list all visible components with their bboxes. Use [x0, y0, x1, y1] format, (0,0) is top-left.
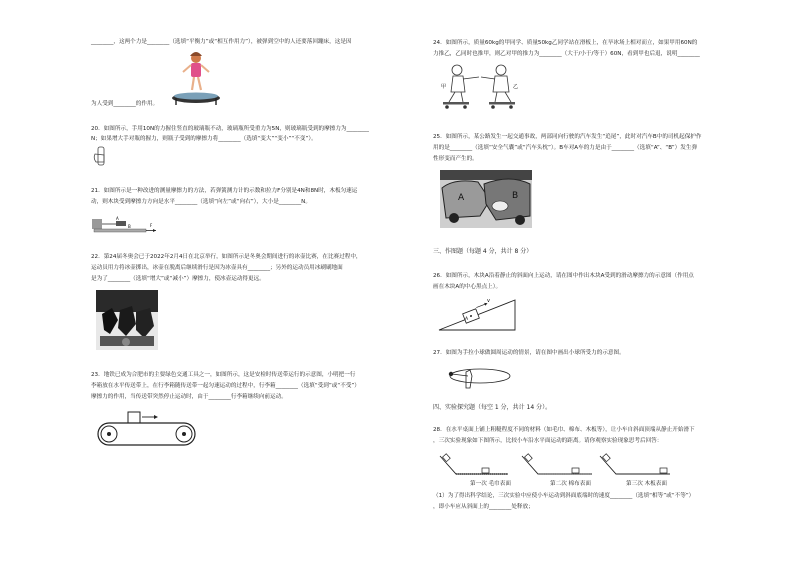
label-jia: 甲: [441, 84, 447, 90]
curling-photo: [96, 290, 158, 350]
q22-line3: 是为了________（选填“增大”或“减小”）摩擦力，使冰壶运动得更远。: [91, 276, 265, 282]
q28-line3: （1）为了得出科学结论，三次实验中应使小车运动到斜面底端时的速度________（选填“相等”或“不等”）: [433, 493, 695, 499]
label-v: v: [487, 298, 490, 304]
section-4-heading: 四、实验探究题（每空 1 分，共计 14 分）。: [433, 404, 552, 411]
q26-line1: 26．如图所示，木块A沿着静止的斜面向上运动，请在图中作出木块A受到的滑动摩擦力的示意图（作用点: [433, 273, 694, 279]
label-yi: 乙: [513, 84, 519, 90]
trampoline-figure: [168, 50, 228, 106]
section-3-heading: 三、作图题（每题 4 分，共计 8 分）: [433, 248, 533, 255]
q22-line2: 运动员用力将冰壶掷出，冰壶在脱离后继续滑行是因为冰壶具有________；另外的运动员用冰刷刷地面: [91, 265, 343, 271]
q24-line1: 24．如图所示，质量60kg的甲同学、质量50kg乙同学站在滑板上，在旱冰场上相对而立，如果甲用60N的: [433, 40, 698, 46]
q28-line2: ，三次实验现象如下图所示，比较小车沿水平面运动的距离。请你观察实验现象思考后回答：: [433, 438, 663, 444]
label-a: A: [116, 216, 119, 221]
q20-line1: 20．如图所示，手用10N的力握住竖直的玻璃瓶不动，玻璃瓶所受重力为5N，则玻璃瓶受到的摩擦力为________: [91, 126, 369, 132]
ramp-caption-1: 第一次 毛巾表面: [470, 481, 511, 487]
q23-line1: 23．地铁已成为合肥市的主要绿色交通工具之一，如图所示，这是安检时传送带运行的示意图，小明把一行: [91, 372, 356, 378]
q22-line1: 22．第24届冬奥会已于2022年2月4日在北京举行，如图所示是冬奥会期间进行的冰壶比赛，在比赛过程中，: [91, 254, 362, 260]
q25-line2: 用的是________（选填“安全气囊”或“汽车头枕”）。B车对A车的力是由于________（选填“A”、“B”）发生弹: [433, 145, 698, 151]
q28-line4: ，即小车应从斜面上的________处释放；: [433, 504, 534, 510]
q19-text-line2: 为人受到________的作用。: [91, 101, 159, 107]
label-b: B: [128, 224, 131, 229]
q27-line1: 27．如图为手拉小球做圆周运动的情景，请在图中画出小球所受力的示意图。: [433, 350, 625, 356]
q25-line1: 25．如图所示，某公路发生一起交通事故，两部同向行驶的汽车发生“追尾”，此时对汽车B中的司机起保护作: [433, 134, 702, 140]
q19-text-line1: ________，这两个力是________（选填“平衡力”或“相互作用力”），被弹到空中的人还要落回蹦床，这是因: [91, 39, 352, 45]
label-car-b: B: [512, 191, 519, 201]
car-accident-photo: [440, 170, 532, 228]
skaters-figure: [437, 62, 523, 110]
q25-line3: 性形变而产生的。: [433, 156, 478, 162]
q21-line1: 21．如图所示是一种改进的测量摩擦力的方法，若弹簧测力计的示数和拉力F分别是4N和8N时，木板匀速运: [91, 188, 358, 194]
ramp-caption-2: 第二次 棉布表面: [550, 481, 591, 487]
ramps-figure: [438, 450, 670, 480]
q21-line2: 动，则木块受到摩擦力方向是水平________（选填“向左”或“向右”），大小是________N。: [91, 199, 311, 205]
q23-line2: 李箱放在水平传送带上，在行李箱随传送带一起匀速运动的过程中，行李箱________（选填“受到”或“不受”）: [91, 383, 360, 389]
q24-line2: 力推乙，乙同时也推甲，则乙对甲的推力为________（大于/小于/等于）60N，看到甲也后退，说明________: [433, 51, 700, 57]
circular-motion-figure: [438, 362, 514, 392]
q20-line2: N；如果增大手对瓶的握力，则瓶子受到的摩擦力将________（选填“变大”“变小”“不变”）。: [91, 136, 317, 142]
q23-line3: 摩擦力的作用，当传送带突然停止运动时，由于________行李箱继续向前运动。: [91, 394, 287, 400]
q26-line2: 画在木块A的中心黑点上）。: [433, 284, 502, 290]
hand-bottle-figure: [92, 146, 110, 168]
label-block-a: A: [465, 317, 469, 322]
label-f: F: [150, 223, 153, 228]
friction-measure-figure: [92, 215, 158, 235]
label-car-a: A: [458, 193, 465, 203]
ramp-caption-3: 第三次 木板表面: [626, 481, 667, 487]
conveyor-belt-figure: [96, 410, 198, 446]
q28-line1: 28．在水平桌面上铺上粗糙程度不同的材料（如毛巾、棉布、木板等），让小车自斜面顶端从静止开始滑下: [433, 427, 695, 433]
incline-figure: [437, 294, 521, 334]
